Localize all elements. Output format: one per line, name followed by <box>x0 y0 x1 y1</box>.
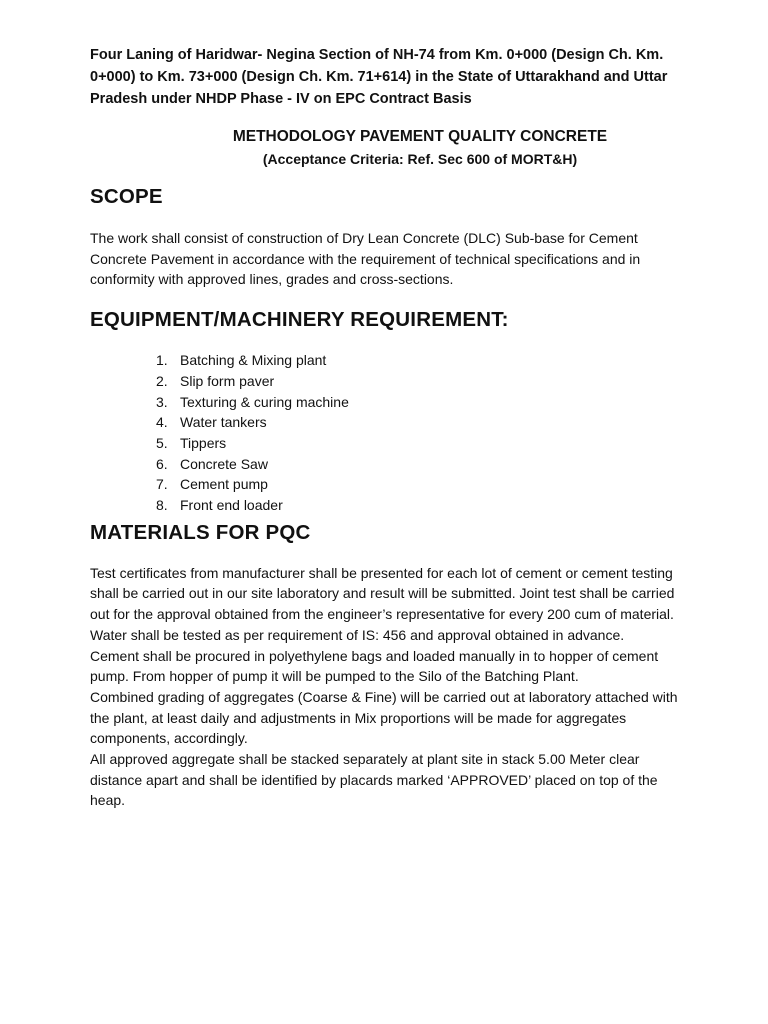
list-item-number: 6. <box>156 455 168 472</box>
list-item-label: Concrete Saw <box>180 455 268 472</box>
project-title: Four Laning of Haridwar- Negina Section of NH-74 from Km. 0+000 (Design Ch. Km. 0+000) to Km. 73+000 (Design Ch. Km. 71+614) in the State of Uttarakhand and Uttar Pradesh under NHDP Phase - IV on EPC Contract Basis <box>90 47 668 107</box>
list-item-label: Front end loader <box>180 497 283 514</box>
equipment-heading: EQUIPMENT/MACHINERY REQUIREMENT: <box>90 308 509 332</box>
list-item-number: 4. <box>156 414 168 431</box>
materials-paragraph: All approved aggregate shall be stacked separately at plant site in stack 5.00 Meter clear distance apart and shall be identified by placards marked ‘APPROVED’ placed on top of the heap. <box>90 751 658 809</box>
list-item-number: 3. <box>156 393 168 410</box>
list-item-label: Tippers <box>180 434 227 451</box>
materials-paragraph: Test certificates from manufacturer shall be presented for each lot of cement or cement testing shall be carried out in our site laboratory and result will be submitted. Joint test shall be carried out for the approval obtained from the engineer’s representative for every 200 cum of material. Water shall be tested as per requirement of IS: 456 and approval obtained in advance. <box>90 564 675 643</box>
list-item <box>156 474 680 495</box>
list-item-number: 5. <box>156 434 168 451</box>
scope-text: The work shall consist of construction of Dry Lean Concrete (DLC) Sub-base for Cement Concrete Pavement in accordance with the requirement of technical specifications and in conformity with approved lines, grades and cross-sections. <box>90 230 641 288</box>
list-item-number: 7. <box>156 476 168 493</box>
list-item-label: Slip form paver <box>180 372 275 389</box>
list-item <box>156 392 680 413</box>
acceptance-criteria: (Acceptance Criteria: Ref. Sec 600 of MORT&H) <box>262 151 578 167</box>
materials-paragraph: Cement shall be procured in polyethylene bags and loaded manually in to hopper of cement pump. From hopper of pump it will be pumped to the Silo of the Batching Plant. <box>90 647 659 685</box>
list-item-label: Texturing & curing machine <box>180 393 349 410</box>
list-item-label: Water tankers <box>180 414 267 431</box>
list-item <box>156 433 680 454</box>
equipment-list <box>90 350 680 516</box>
list-item-number: 8. <box>156 497 168 514</box>
scope-heading: SCOPE <box>90 185 163 208</box>
list-item <box>156 412 680 433</box>
list-item <box>156 371 680 392</box>
methodology-title: METHODOLOGY PAVEMENT QUALITY CONCRETE <box>232 128 608 145</box>
list-item <box>156 495 680 516</box>
list-item-label: Cement pump <box>180 476 268 493</box>
materials-heading: MATERIALS FOR PQC <box>90 520 311 544</box>
list-item-number: 2. <box>156 372 168 389</box>
list-item-label: Batching & Mixing plant <box>180 352 327 369</box>
materials-body <box>90 563 680 811</box>
list-item-number: 1. <box>156 352 168 369</box>
materials-paragraph: Combined grading of aggregates (Coarse & Fine) will be carried out at laboratory attached with the plant, at least daily and adjustments in Mix proportions will be made for aggregates components, accordingly. <box>90 688 678 747</box>
list-item <box>156 350 680 371</box>
list-item <box>156 454 680 475</box>
